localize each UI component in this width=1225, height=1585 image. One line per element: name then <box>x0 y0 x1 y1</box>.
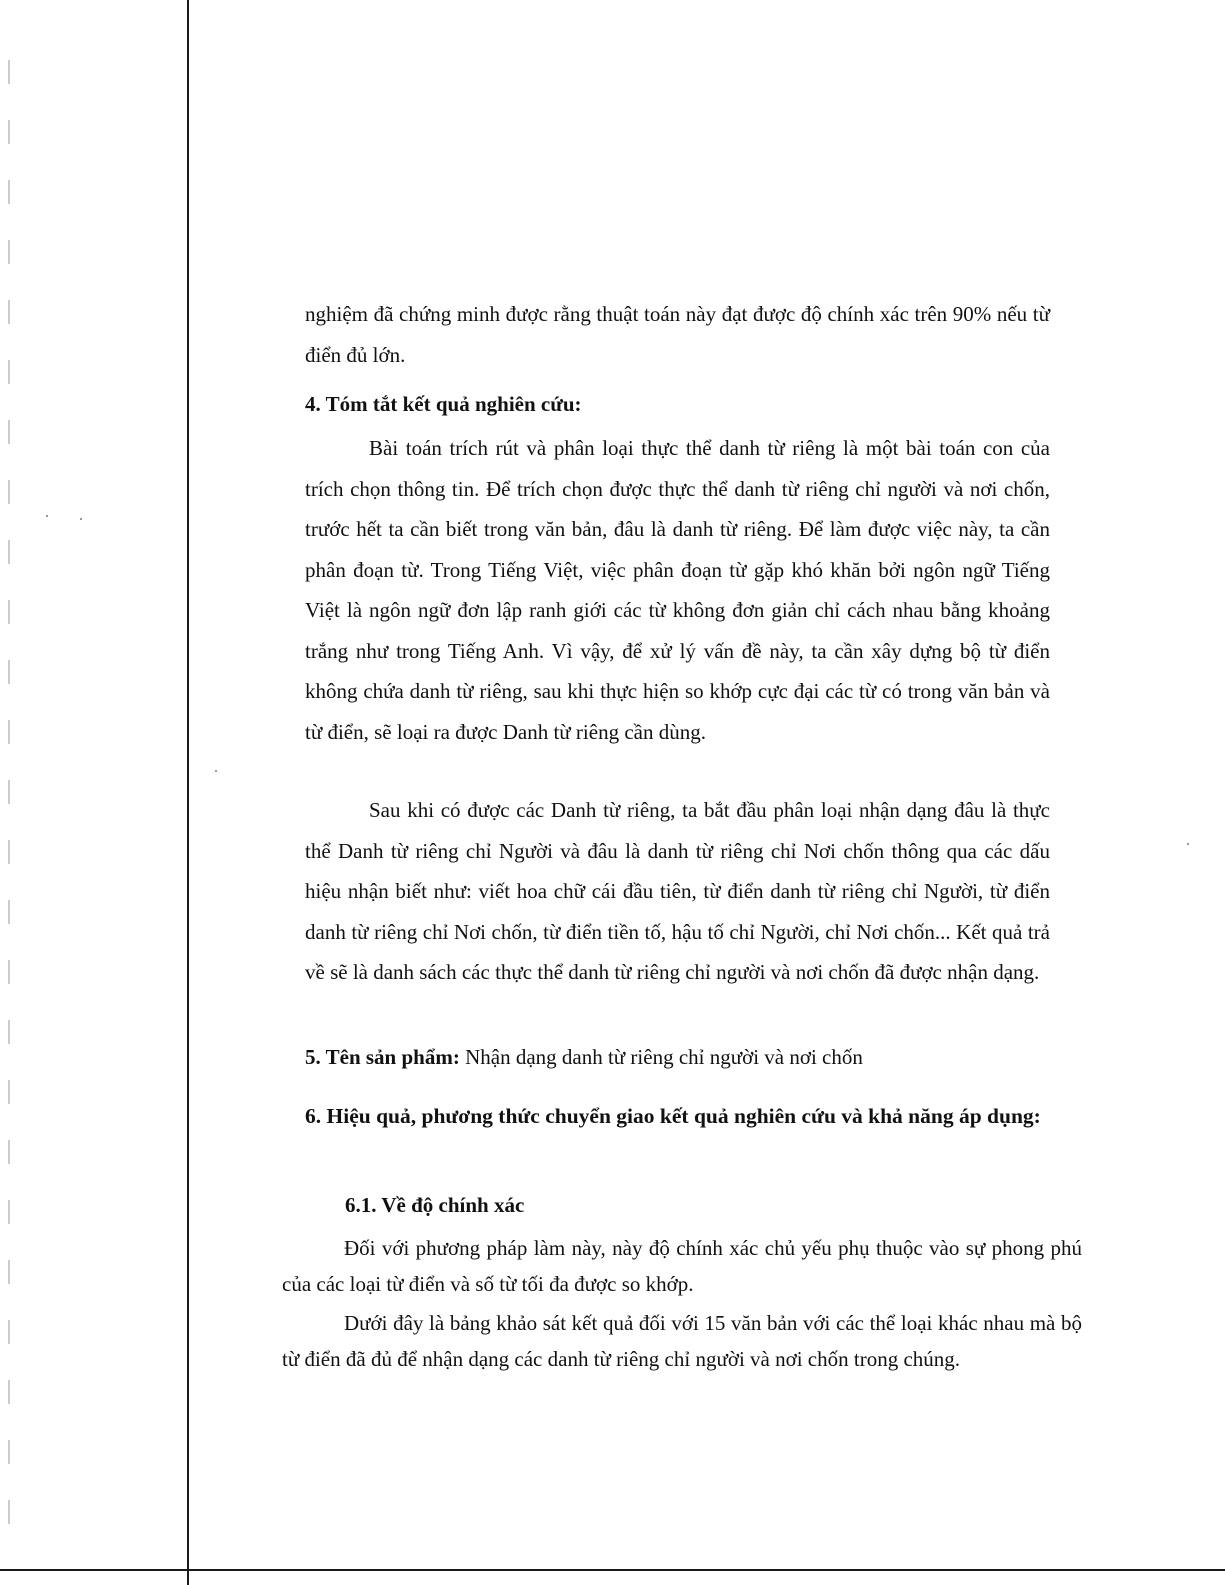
section-5-value: Nhận dạng danh từ riêng chỉ người và nơi chốn <box>459 1045 863 1069</box>
section-4-paragraph-2: Sau khi có được các Danh từ riêng, ta bắt đầu phân loại nhận dạng đâu là thực thể Danh từ riêng chỉ Người và đâu là danh từ riêng chỉ Nơi chốn thông qua các dấu hiệu nhận biết như: viết hoa chữ cái đầu tiên, từ điển danh từ riêng chỉ Người, từ điển danh từ riêng chỉ Nơi chốn, từ điển tiền tố, hậu tố chỉ Người, chỉ Nơi chốn... Kết quả trả về sẽ là danh sách các thực thể danh từ riêng chỉ người và nơi chốn đã được nhận dạng. <box>305 798 1050 984</box>
section-4-paragraph-1: Bài toán trích rút và phân loại thực thể danh từ riêng là một bài toán con của trích chọn thông tin. Để trích chọn được thực thể danh từ riêng chỉ người và nơi chốn, trước hết ta cần biết trong văn bản, đâu là danh từ riêng. Để làm được việc này, ta cần phân đoạn từ. Trong Tiếng Việt, việc phân đoạn từ gặp khó khăn bởi ngôn ngữ Tiếng Việt là ngôn ngữ đơn lập ranh giới các từ không đơn giản chỉ cách nhau bằng khoảng trắng như trong Tiếng Anh. Vì vậy, để xử lý vấn đề này, ta cần xây dựng bộ từ điển không chứa danh từ riêng, sau khi thực hiện so khớp cực đại các từ có trong văn bản và từ điển, sẽ loại ra được Danh từ riêng cần dùng. <box>305 436 1050 744</box>
section-6-1-heading: 6.1. Về độ chính xác <box>345 1193 525 1217</box>
section-6-paragraph-1: Đối với phương pháp làm này, này độ chính xác chủ yếu phụ thuộc vào sự phong phú của các loại từ điển và số từ tối đa được so khớp. <box>282 1236 1082 1296</box>
section-5-label: 5. Tên sản phẩm: <box>305 1045 460 1069</box>
scan-speck <box>215 770 217 772</box>
scan-speck <box>46 515 48 517</box>
section-6-heading: 6. Hiệu quả, phương thức chuyển giao kết quả nghiên cứu và khả năng áp dụng: <box>305 1104 1041 1128</box>
paragraph-intro: nghiệm đã chứng minh được rằng thuật toán này đạt được độ chính xác trên 90% nếu từ điển đủ lớn. <box>305 302 1050 367</box>
scan-border-bottom <box>0 1569 1225 1571</box>
scan-speck <box>80 518 82 520</box>
scan-border-left <box>187 0 189 1585</box>
section-6-paragraph-2: Dưới đây là bảng khảo sát kết quả đối với 15 văn bản với các thể loại khác nhau mà bộ từ điển đã đủ để nhận dạng các danh từ riêng chỉ người và nơi chốn trong chúng. <box>282 1311 1082 1371</box>
scan-speck <box>1187 843 1189 845</box>
section-5-line <box>305 1045 863 1070</box>
section-4-heading: 4. Tóm tắt kết quả nghiên cứu: <box>305 392 582 416</box>
scan-noise-margin <box>8 60 10 1560</box>
